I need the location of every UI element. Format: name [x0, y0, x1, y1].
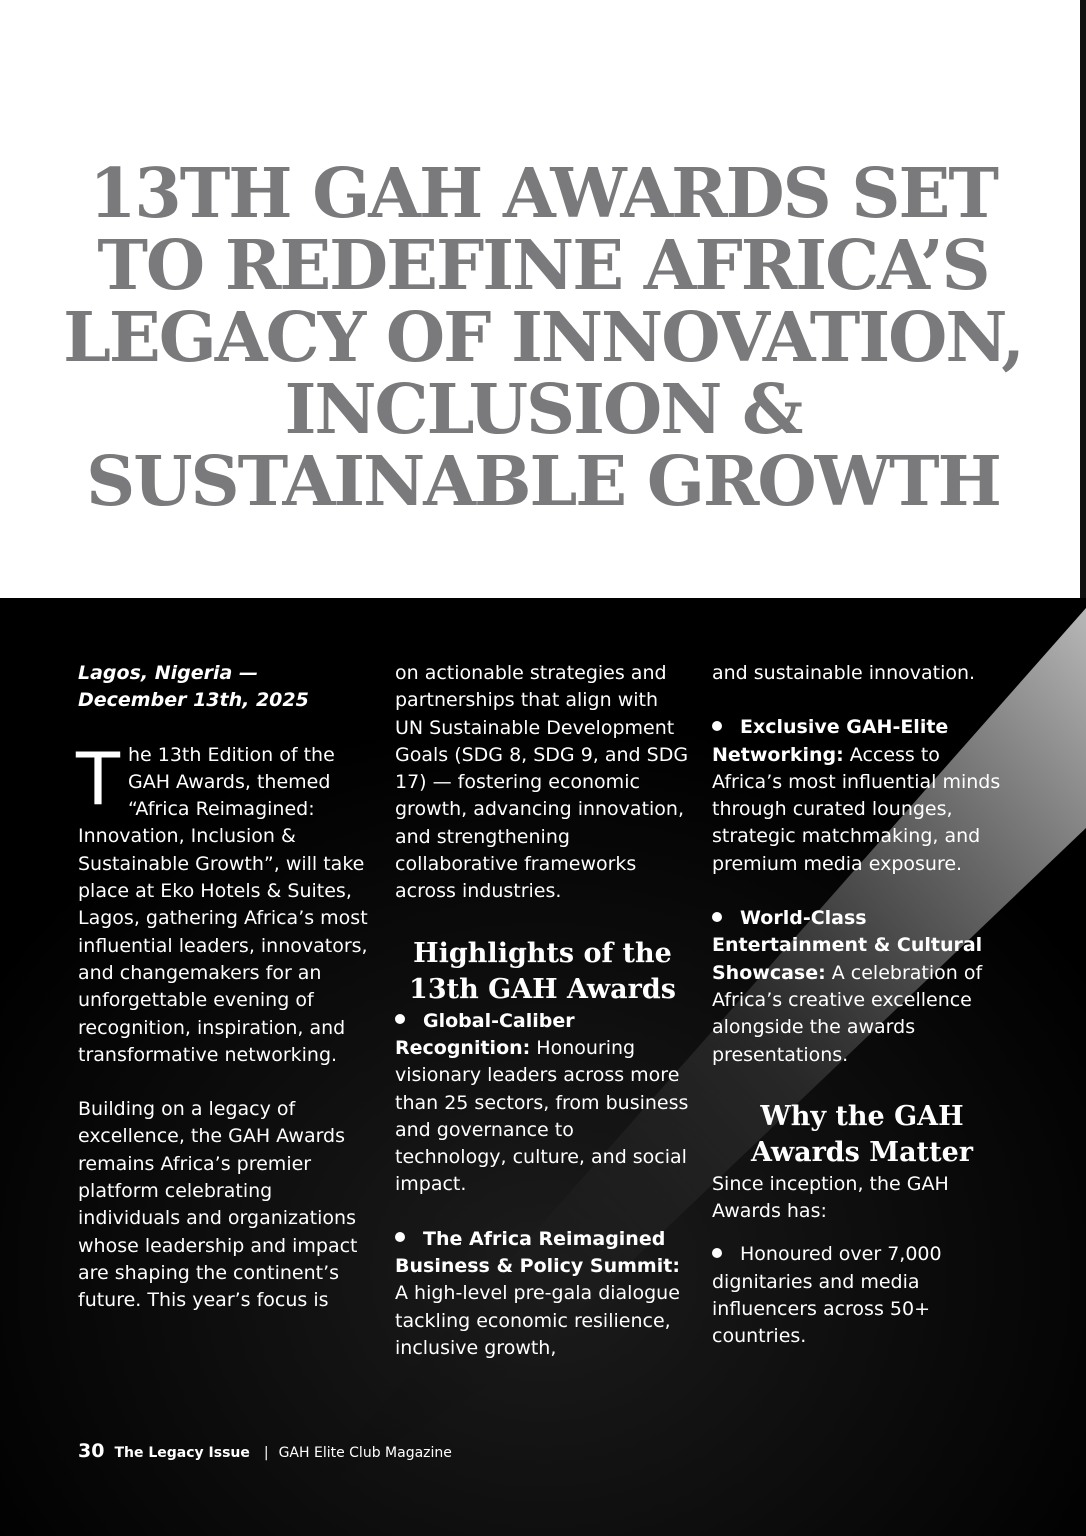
- bullet-title: Exclusive GAH-Elite Networking:: [712, 716, 949, 766]
- bullet-item: [712, 714, 1012, 878]
- magazine-name: GAH Elite Club Magazine: [278, 1445, 452, 1461]
- column-3: [712, 660, 1012, 1351]
- bullet-icon: [395, 1232, 405, 1242]
- bullet-title: The Africa Reimagined Business & Policy Summit:: [395, 1227, 680, 1278]
- headline-line: 13TH GAH AWARDS SET: [89, 154, 997, 234]
- bullet-icon: [712, 1248, 722, 1258]
- article-headline: [60, 154, 1026, 522]
- headline-line: TO REDEFINE AFRICA’S: [97, 226, 989, 306]
- why-heading: Why the GAH Awards Matter: [750, 1100, 974, 1168]
- legacy-paragraph: Building on a legacy of excellence, the GAH Awards remains Africa’s premier platform celebrating individuals and organizations whose leadership and impact are shaping the continent’s future. This year’s focus is: [78, 1098, 358, 1312]
- bullet-item: [712, 905, 1012, 1069]
- page-number: 30: [78, 1440, 105, 1462]
- continued-paragraph: on actionable strategies and partnerships that align with UN Sustainable Development Goals (SDG 8, SDG 9, and SDG 17) — fostering economic growth, advancing innovation, and strengthening collaborative frameworks across industries.: [395, 662, 689, 903]
- column-2: [395, 660, 690, 1362]
- headline-line: SUSTAINABLE GROWTH: [86, 442, 1000, 522]
- bullet-text: Honouring visionary leaders across more than 25 sectors, from business and governance to technology, culture, and social impact.: [395, 1036, 689, 1196]
- bullet-text: A high-level pre-gala dialogue tackling economic resilience, inclusive growth,: [395, 1282, 680, 1359]
- bullet-text: Access to Africa’s most influential minds through curated lounges, strategic matchmaking, and premium media exposure.: [712, 743, 1001, 875]
- bullet-icon: [712, 912, 722, 922]
- headline-line: LEGACY OF INNOVATION,: [63, 298, 1023, 378]
- issue-title: The Legacy Issue: [114, 1445, 250, 1461]
- bullet-icon: [395, 1014, 405, 1024]
- bullet-item: [395, 1226, 690, 1362]
- headline-line: INCLUSION &: [284, 370, 802, 450]
- bullet-item: [395, 1008, 690, 1199]
- highlights-heading: Highlights of the 13th GAH Awards: [409, 937, 676, 1005]
- bullet-item: [712, 1241, 1012, 1350]
- bullet-title: Global-Caliber Recognition:: [395, 1009, 575, 1059]
- bullet-title: World-Class Entertainment & Cultural Showcase:: [712, 907, 983, 984]
- bullet-text: A celebration of Africa’s creative excellence alongside the awards presentations.: [712, 961, 983, 1066]
- intro-paragraph: [76, 736, 368, 1070]
- page-footer: [78, 1440, 452, 1462]
- continued-paragraph: and sustainable innovation.: [712, 662, 976, 684]
- column-1: [78, 660, 368, 1315]
- bullet-text: Honoured over 7,000 dignitaries and media influencers across 50+ countries.: [712, 1243, 942, 1348]
- page-edge: [1080, 0, 1086, 598]
- intro-text: he 13th Edition of the GAH Awards, themed “Africa Reimagined: Innovation, Inclusion & Sustainable Growth”, will take place at Eko Hotels & Suites, Lagos, gathering Africa’s most influential leaders, innovators, and changemakers for an unforgettable evening of recognition, inspiration, and transformative networking.: [78, 743, 368, 1066]
- bullet-icon: [712, 721, 722, 731]
- why-intro: Since inception, the GAH Awards has:: [712, 1172, 949, 1223]
- drop-cap: T: [76, 736, 120, 821]
- footer-separator: |: [263, 1445, 269, 1461]
- dateline: Lagos, Nigeria — December 13th, 2025: [78, 662, 309, 712]
